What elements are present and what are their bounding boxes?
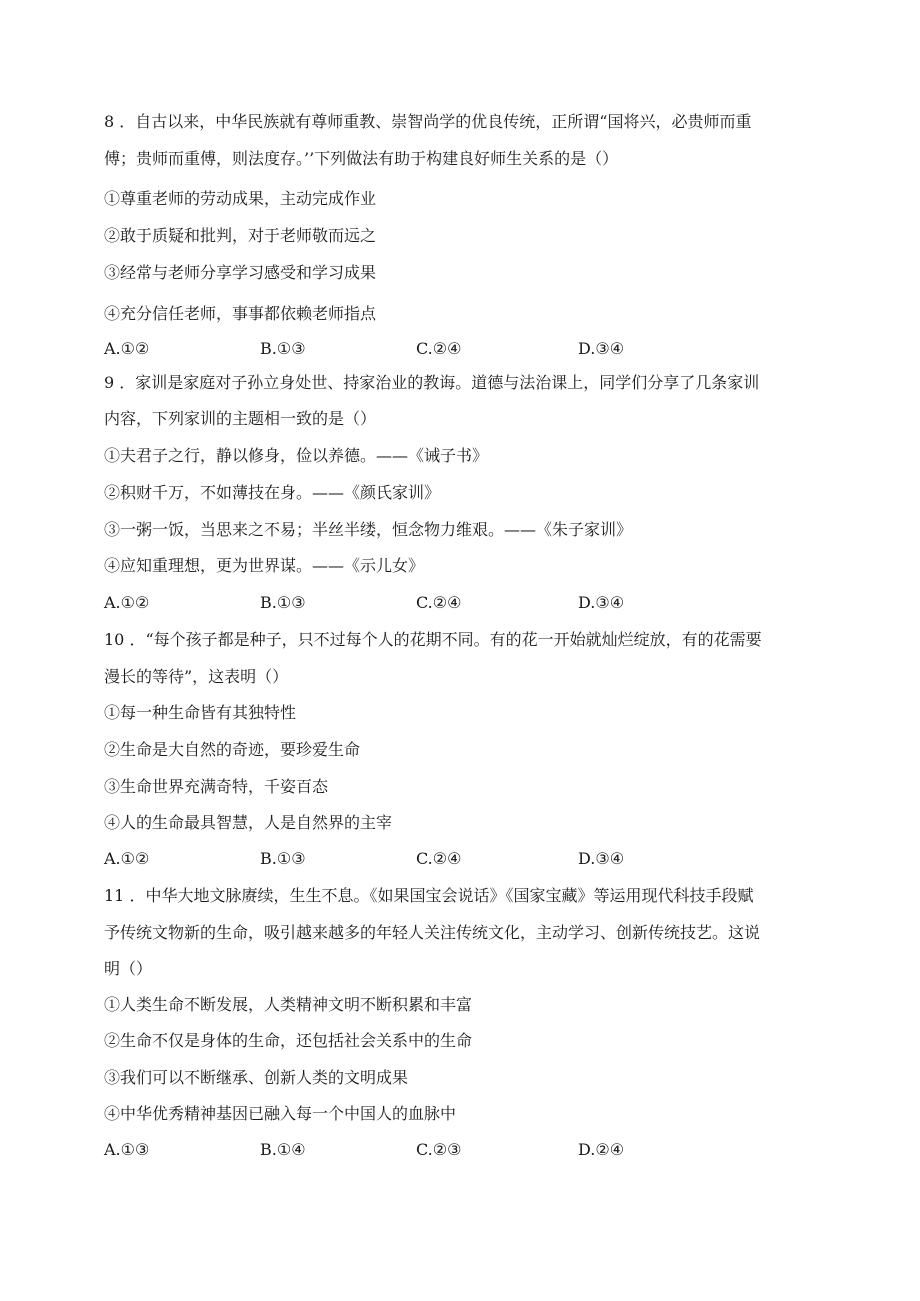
- statement-item: ②积财千万，不如薄技在身。——《颜氏家训》: [104, 483, 441, 502]
- option-a: A.①②: [104, 593, 150, 612]
- statement-item: ④中华优秀精神基因已融入每一个中国人的血脉中: [104, 1104, 457, 1123]
- question-stem-line: 8 ．自古以来，中华民族就有尊师重教、崇智尚学的优良传统，正所谓“国将兴，必贵师而重: [104, 112, 752, 131]
- option-a: A.①③: [104, 1140, 150, 1159]
- option-b: B.①④: [260, 1140, 306, 1159]
- option-c: C.②③: [416, 1140, 462, 1159]
- option-b: B.①③: [260, 849, 306, 868]
- statement-item: ④应知重理想，更为世界谋。——《示儿女》: [104, 556, 425, 575]
- question-stem-line: 傅；贵师而重傅，则法度存。’’下列做法有助于构建良好师生关系的是（）: [104, 149, 619, 168]
- option-d: D.②④: [578, 1140, 625, 1159]
- answer-options: [104, 339, 804, 359]
- statement-item: ①夫君子之行，静以修身，俭以养德。——《诫子书》: [104, 446, 489, 465]
- option-d: D.③④: [578, 339, 625, 358]
- option-d: D.③④: [578, 849, 625, 868]
- option-c: C.②④: [416, 339, 462, 358]
- option-b: B.①③: [260, 339, 306, 358]
- option-c: C.②④: [416, 849, 462, 868]
- question-stem-line: 内容，下列家训的主题相一致的是（）: [104, 409, 377, 428]
- answer-options: [104, 849, 804, 869]
- option-d: D.③④: [578, 593, 625, 612]
- question-stem-line: 9 ．家训是家庭对子孙立身处世、持家治业的教诲。道德与法治课上，同学们分享了几条家训: [104, 373, 760, 392]
- question-stem-line: 11 ．中华大地文脉赓续，生生不息。《如果国宝会说话》《国家宝藏》等运用现代科技手段赋: [104, 886, 754, 905]
- question-stem-line: 明（）: [104, 959, 153, 978]
- statement-item: ③经常与老师分享学习感受和学习成果: [104, 263, 377, 282]
- statement-item: ②生命是大自然的奇迹，要珍爱生命: [104, 740, 361, 759]
- answer-options: [104, 1140, 804, 1160]
- option-b: B.①③: [260, 593, 306, 612]
- statement-item: ②生命不仅是身体的生命，还包括社会关系中的生命: [104, 1031, 473, 1050]
- statement-item: ①尊重老师的劳动成果，主动完成作业: [104, 189, 377, 208]
- question-stem-line: 予传统文物新的生命，吸引越来越多的年轻人关注传统文化，主动学习、创新传统技艺。这说: [104, 923, 761, 942]
- statement-item: ④人的生命最具智慧，人是自然界的主宰: [104, 813, 393, 832]
- option-a: A.①②: [104, 849, 150, 868]
- answer-options: [104, 593, 804, 613]
- option-c: C.②④: [416, 593, 462, 612]
- option-a: A.①②: [104, 339, 150, 358]
- question-stem-line: 漫长的等待”，这表明（）: [104, 667, 289, 686]
- statement-item: ③一粥一饭，当思来之不易；半丝半缕，恒念物力维艰。——《朱子家训》: [104, 520, 633, 539]
- statement-item: ③生命世界充满奇特，千姿百态: [104, 777, 329, 796]
- question-stem-line: 10 ．“每个孩子都是种子，只不过每个人的花期不同。有的花一开始就灿烂绽放，有的花需要: [104, 630, 762, 649]
- statement-item: ③我们可以不断继承、创新人类的文明成果: [104, 1068, 409, 1087]
- statement-item: ④充分信任老师，事事都依赖老师指点: [104, 304, 377, 323]
- statement-item: ①人类生命不断发展，人类精神文明不断积累和丰富: [104, 995, 473, 1014]
- statement-item: ①每一种生命皆有其独特性: [104, 703, 297, 722]
- statement-item: ②敢于质疑和批判，对于老师敬而远之: [104, 226, 377, 245]
